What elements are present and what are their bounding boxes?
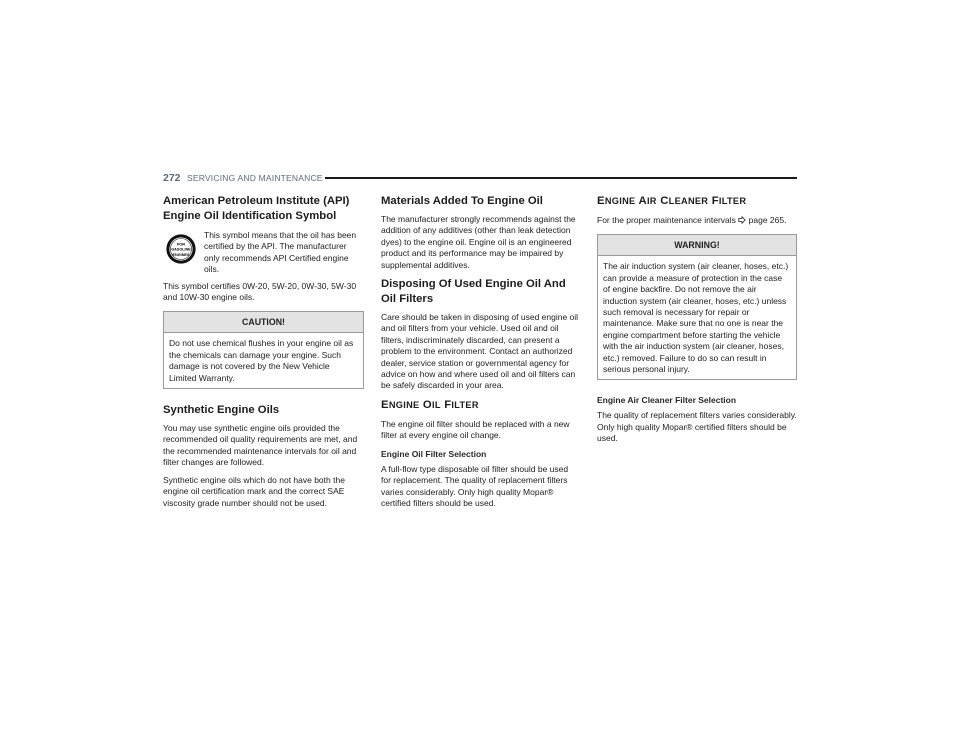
engine-oil-filter-heading: ENGINE OIL FILTER [381,398,479,411]
api-heading: American Petroleum Institute (API) Engine Oil Identification Symbol [163,195,350,222]
api-certification-icon [166,234,196,264]
api-symbol-row [163,230,364,276]
column-1 [163,194,364,515]
header-rule [325,177,797,179]
api-logo-text-1: FOR [176,241,186,247]
synthetic-paragraph-1: You may use synthetic engine oils provided the recommended oil quality requirements are met, and the recommended maintenance intervals for oil and filter changes are followed. [163,423,358,468]
materials-heading: Materials Added To Engine Oil [381,195,543,207]
page-header [163,172,797,188]
caution-title: CAUTION! [164,312,363,333]
api-description: This symbol means that the oil has been certified by the API. The manufacturer only recommends API Certified engine oils. [204,230,357,275]
oil-filter-selection-heading: Engine Oil Filter Selection [381,448,487,459]
warning-title: WARNING! [598,235,796,256]
synthetic-heading: Synthetic Engine Oils [163,404,280,417]
caution-text: Do not use chemical flushes in your engine oil as the chemicals can damage your engine. Such damage is not covered by the New Vehicle Limited Warranty. [169,338,354,383]
interval-page-link[interactable]: page 265. [748,215,787,225]
oil-filter-selection-text: A full-flow type disposable oil filter should be used for replacement. The quality of replacement filters varies considerably. Only high quality Mopar® certified filters should be used. [381,463,569,508]
page-number: 272 [163,172,181,184]
air-filter-selection-text: The quality of replacement filters varies considerably. Only high quality Mopar® certified filters should be used. [597,410,797,444]
column-3 [597,194,797,451]
section-title: SERVICING AND MAINTENANCE [187,173,323,183]
warning-box [597,234,797,380]
air-filter-selection-heading: Engine Air Cleaner Filter Selection [597,395,737,406]
oil-filter-text: The engine oil filter should be replaced with a new filter at every engine oil change. [381,418,570,441]
materials-text: The manufacturer strongly recommends against the addition of any additives (other than leak detection dyes) to the engine oil. Engine oil is an engineered product and its performance may be impaired by supplemental additives. [381,214,576,270]
interval-reference: For the proper maintenance intervals page 265. [597,215,787,225]
synthetic-paragraph-2: Synthetic engine oils which do not have both the engine oil certification mark and the correct SAE viscosity grade number should not be used. [163,474,345,508]
caution-box [163,311,364,389]
api-logo-text-3: ENGINES [172,252,190,257]
disposing-heading: Disposing Of Used Engine Oil And Oil Filters [381,278,566,306]
page-reference-arrow-icon [738,216,746,224]
api-logo-text-2: GASOLINE [171,247,191,252]
engine-air-cleaner-filter-heading: ENGINE AIR CLEANER FILTER [597,195,747,207]
certifies-text: This symbol certifies 0W-20, 5W-20, 0W-30, 5W-30 and 10W-30 engine oils. [163,280,357,303]
warning-text: The air induction system (air cleaner, hoses, etc.) can provide a measure of protection in the case of engine backfire. Do not remove the air induction system (air cleaner, hoses, etc.) unless such removal is necessary for repair or maintenance. Make sure that no one is near the engine compartment before starting the vehicle with the air induction system (air cleaner, hoses, etc.) removed. Failure to do so can result in serious personal injury. [603,261,789,375]
disposing-text: Care should be taken in disposing of used engine oil and oil filters from your vehicle. Used oil and oil filters, indiscriminately discarded, can present a problem to the environment. Contact an authorized dealer, service station or governmental agency for advice on how and where used oil and oil filters can be safely discarded in your area. [381,312,579,391]
column-2 [381,194,579,515]
